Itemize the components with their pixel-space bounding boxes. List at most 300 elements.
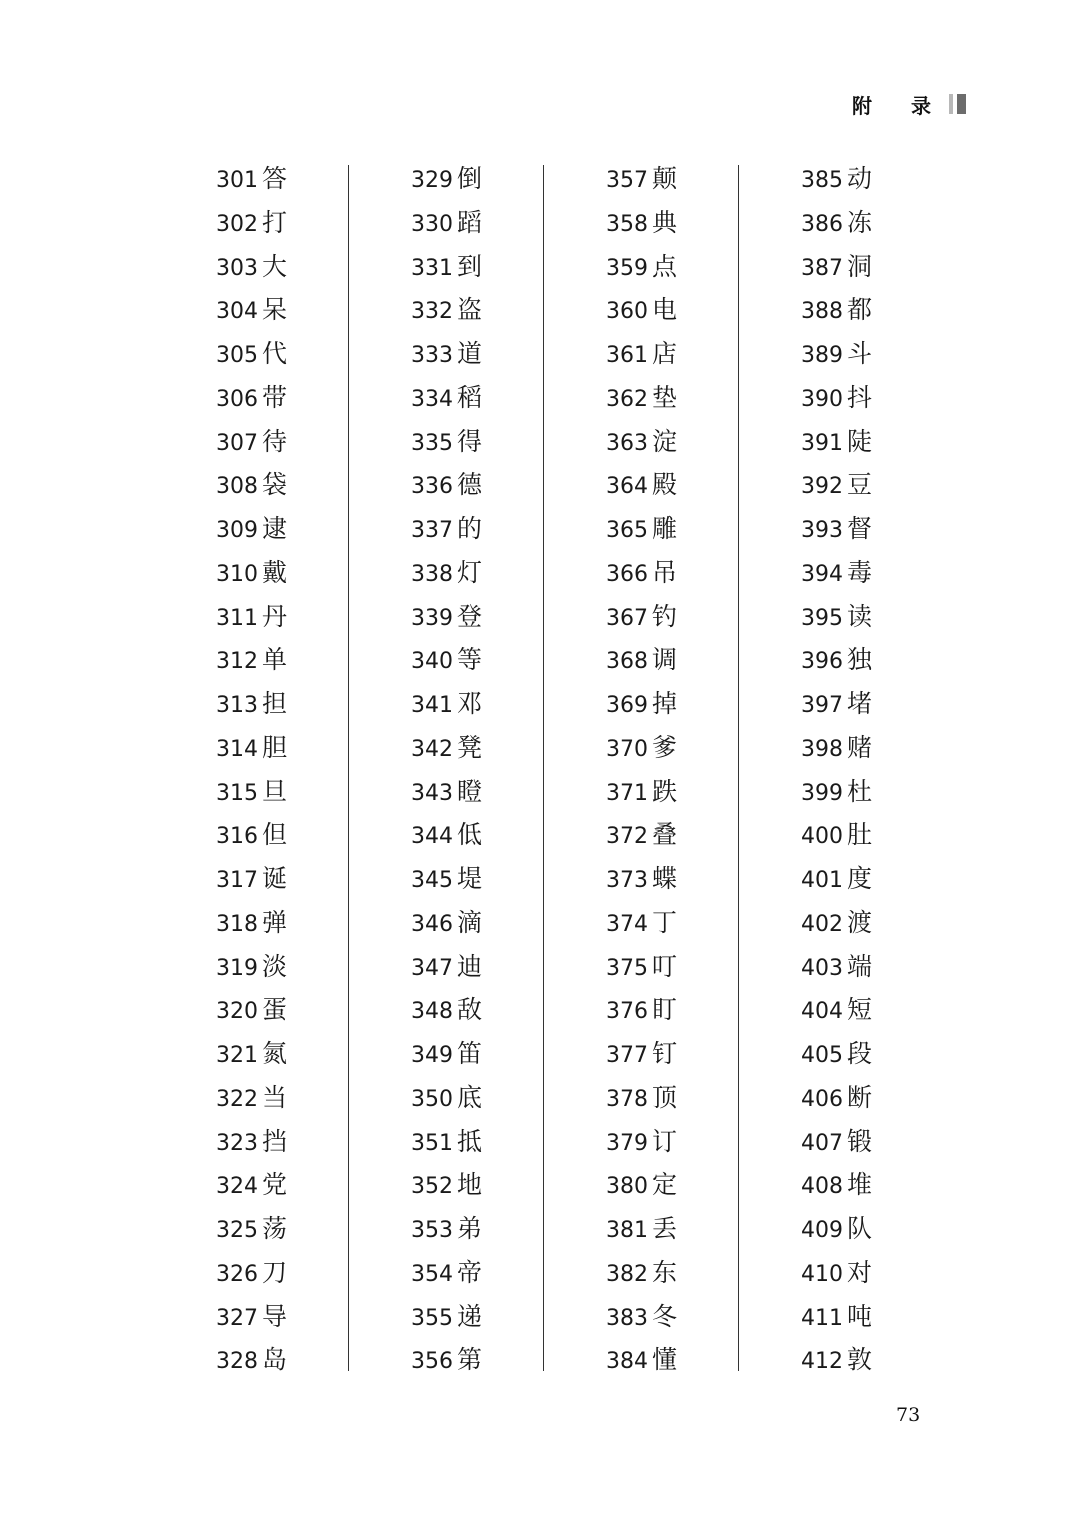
list-item (216, 201, 376, 245)
entry-number: 385 (801, 168, 843, 193)
entry-number: 316 (216, 824, 258, 850)
list-item (606, 1032, 766, 1076)
entry-character: 顶 (652, 1082, 678, 1112)
entry-number: 319 (216, 955, 258, 981)
entry-character: 典 (652, 207, 678, 237)
list-item (411, 1295, 571, 1339)
list-item (801, 726, 961, 770)
list-item (216, 1295, 376, 1339)
entry-number: 402 (801, 911, 843, 937)
entry-number: 396 (801, 649, 843, 675)
section-title: 附 录 (852, 93, 947, 118)
entry-number: 330 (411, 211, 453, 237)
list-item (606, 945, 766, 989)
entry-number: 320 (216, 999, 258, 1025)
entry-number: 379 (606, 1130, 648, 1156)
list-item (606, 682, 766, 726)
entry-number: 348 (411, 999, 453, 1025)
list-item (411, 813, 571, 857)
list-item (216, 945, 376, 989)
entry-number: 312 (216, 649, 258, 675)
list-item (801, 245, 961, 289)
list-item (411, 1120, 571, 1164)
list-item (801, 1207, 961, 1251)
list-item (606, 595, 766, 639)
entry-character: 答 (262, 164, 288, 193)
entry-number: 350 (411, 1086, 453, 1112)
entry-character: 堆 (847, 1170, 873, 1200)
entry-character: 当 (262, 1082, 288, 1112)
entry-character: 段 (847, 1039, 873, 1068)
entry-character: 旦 (262, 776, 288, 806)
entry-character: 丢 (652, 1214, 678, 1243)
entry-character: 跌 (652, 776, 678, 806)
list-item (606, 1120, 766, 1164)
entry-character: 店 (652, 339, 678, 368)
entry-character: 但 (262, 820, 288, 850)
entry-character: 呆 (262, 295, 288, 325)
entry-character: 豆 (847, 470, 873, 500)
list-item (216, 420, 376, 464)
list-item (216, 901, 376, 945)
list-item (801, 988, 961, 1032)
entry-character: 吊 (652, 557, 678, 587)
entry-number: 336 (411, 474, 453, 500)
entry-character: 肚 (847, 820, 873, 850)
entry-character: 堤 (457, 864, 483, 893)
list-item (411, 638, 571, 682)
list-item (411, 157, 571, 201)
entry-number: 390 (801, 386, 843, 412)
entry-character: 敦 (847, 1345, 873, 1375)
entry-number: 340 (411, 649, 453, 675)
entry-character: 端 (847, 951, 873, 981)
entry-number: 313 (216, 693, 258, 718)
entry-number: 329 (411, 168, 453, 193)
entry-character: 滴 (457, 907, 483, 937)
entry-character: 单 (262, 645, 288, 675)
list-item (216, 1120, 376, 1164)
list-item (216, 638, 376, 682)
entry-character: 队 (847, 1214, 873, 1243)
entry-number: 342 (411, 736, 453, 762)
entry-number: 332 (411, 299, 453, 325)
page-number: 73 (896, 1404, 921, 1426)
entry-character: 东 (652, 1257, 678, 1287)
entry-number: 410 (801, 1261, 843, 1287)
entry-character: 带 (262, 382, 288, 412)
entry-number: 412 (801, 1349, 843, 1375)
entry-number: 393 (801, 518, 843, 543)
entry-number: 309 (216, 518, 258, 543)
entry-character: 迪 (457, 951, 483, 981)
list-item (411, 988, 571, 1032)
entry-character: 懂 (652, 1345, 678, 1375)
entry-character: 地 (457, 1170, 483, 1200)
entry-number: 323 (216, 1130, 258, 1156)
list-item (216, 245, 376, 289)
list-item (801, 551, 961, 595)
list-item (801, 201, 961, 245)
entry-character: 锻 (847, 1126, 873, 1156)
entry-number: 310 (216, 561, 258, 587)
entry-character: 点 (652, 251, 678, 281)
list-item (216, 857, 376, 901)
list-item (216, 770, 376, 814)
list-item (216, 1207, 376, 1251)
entry-character: 代 (262, 339, 288, 368)
list-item (411, 945, 571, 989)
entry-character: 盯 (652, 995, 678, 1025)
entry-character: 电 (652, 295, 678, 325)
entry-character: 堵 (847, 689, 873, 718)
list-item (801, 1076, 961, 1120)
entry-number: 386 (801, 211, 843, 237)
entry-number: 406 (801, 1086, 843, 1112)
entry-number: 366 (606, 561, 648, 587)
list-item (216, 1032, 376, 1076)
entry-number: 371 (606, 780, 648, 806)
list-item (801, 332, 961, 376)
list-item (411, 1251, 571, 1295)
entry-number: 372 (606, 824, 648, 850)
entry-character: 氮 (262, 1039, 288, 1068)
list-item (801, 1295, 961, 1339)
entry-character: 到 (457, 251, 483, 281)
entry-number: 394 (801, 561, 843, 587)
entry-character: 凳 (457, 732, 483, 762)
entry-character: 杜 (847, 776, 873, 806)
entry-number: 368 (606, 649, 648, 675)
entry-character: 抖 (847, 382, 873, 412)
entry-number: 405 (801, 1043, 843, 1068)
entry-number: 301 (216, 168, 258, 193)
entry-character: 赌 (847, 732, 873, 762)
list-item (216, 551, 376, 595)
entry-character: 蝶 (652, 864, 678, 893)
list-item (216, 463, 376, 507)
entry-number: 398 (801, 736, 843, 762)
entry-number: 403 (801, 955, 843, 981)
entry-character: 洞 (847, 251, 873, 281)
entry-character: 读 (847, 601, 873, 631)
list-item (411, 376, 571, 420)
entry-number: 401 (801, 868, 843, 893)
entry-character: 陡 (847, 426, 873, 456)
list-item (411, 1163, 571, 1207)
entry-character: 冬 (652, 1301, 678, 1331)
list-item (411, 682, 571, 726)
list-item (411, 551, 571, 595)
list-item (801, 1338, 961, 1382)
list-item (606, 201, 766, 245)
entry-number: 306 (216, 386, 258, 412)
entry-number: 343 (411, 780, 453, 806)
column-4 (801, 157, 961, 1382)
entry-character: 大 (262, 251, 288, 281)
entry-number: 392 (801, 474, 843, 500)
entry-number: 321 (216, 1043, 258, 1068)
list-item (606, 770, 766, 814)
entry-character: 瞪 (457, 776, 483, 806)
entry-number: 400 (801, 824, 843, 850)
list-item (801, 157, 961, 201)
list-item (216, 1251, 376, 1295)
entry-character: 殿 (652, 470, 678, 500)
entry-number: 325 (216, 1218, 258, 1243)
list-item (801, 1251, 961, 1295)
entry-number: 387 (801, 255, 843, 281)
list-item (606, 463, 766, 507)
entry-character: 蹈 (457, 207, 483, 237)
entry-number: 359 (606, 255, 648, 281)
entry-character: 叮 (652, 951, 678, 981)
entry-number: 354 (411, 1261, 453, 1287)
entry-character: 独 (847, 645, 873, 675)
entry-character: 钉 (652, 1039, 678, 1068)
entry-number: 311 (216, 605, 258, 631)
list-item (606, 507, 766, 551)
entry-character: 戴 (262, 557, 288, 587)
entry-character: 对 (847, 1257, 873, 1287)
entry-character: 帝 (457, 1257, 483, 1287)
entry-character: 德 (457, 470, 483, 500)
entry-number: 397 (801, 693, 843, 718)
entry-number: 333 (411, 343, 453, 368)
entry-number: 337 (411, 518, 453, 543)
entry-number: 381 (606, 1218, 648, 1243)
entry-character: 叠 (652, 820, 678, 850)
list-item (216, 288, 376, 332)
list-item (216, 682, 376, 726)
entry-number: 367 (606, 605, 648, 631)
list-item (411, 1032, 571, 1076)
list-item (606, 245, 766, 289)
entry-number: 380 (606, 1174, 648, 1200)
list-item (216, 507, 376, 551)
entry-number: 370 (606, 736, 648, 762)
list-item (801, 595, 961, 639)
entry-character: 诞 (262, 864, 288, 893)
list-item (801, 770, 961, 814)
list-item (216, 157, 376, 201)
list-item (801, 288, 961, 332)
entry-character: 丹 (262, 601, 288, 631)
list-item (606, 376, 766, 420)
list-item (411, 245, 571, 289)
entry-character: 底 (457, 1082, 483, 1112)
entry-number: 346 (411, 911, 453, 937)
list-item (411, 288, 571, 332)
list-item (606, 157, 766, 201)
entry-number: 326 (216, 1261, 258, 1287)
list-item (801, 1032, 961, 1076)
list-item (216, 1163, 376, 1207)
entry-number: 349 (411, 1043, 453, 1068)
entry-character: 盗 (457, 295, 483, 325)
entry-character: 等 (457, 645, 483, 675)
entry-character: 敌 (457, 995, 483, 1025)
entry-character: 道 (457, 339, 483, 368)
list-item (216, 376, 376, 420)
entry-number: 388 (801, 299, 843, 325)
list-item (606, 420, 766, 464)
entry-number: 314 (216, 736, 258, 762)
entry-character: 垫 (652, 382, 678, 412)
list-item (801, 813, 961, 857)
entry-character: 邓 (457, 689, 483, 718)
entry-character: 丁 (652, 907, 678, 937)
list-item (801, 1120, 961, 1164)
list-item (411, 726, 571, 770)
entry-character: 弹 (262, 907, 288, 937)
entry-character: 岛 (262, 1345, 288, 1375)
entry-number: 363 (606, 430, 648, 456)
list-item (411, 463, 571, 507)
entry-number: 351 (411, 1130, 453, 1156)
entry-character: 短 (847, 995, 873, 1025)
column-divider (738, 165, 739, 1371)
list-item (606, 1207, 766, 1251)
entry-character: 督 (847, 514, 873, 543)
entry-character: 爹 (652, 732, 678, 762)
entry-number: 408 (801, 1174, 843, 1200)
entry-character: 挡 (262, 1126, 288, 1156)
list-item (801, 420, 961, 464)
list-item (216, 1076, 376, 1120)
entry-character: 打 (262, 207, 288, 237)
list-item (411, 420, 571, 464)
entry-character: 蛋 (262, 995, 288, 1025)
entry-number: 324 (216, 1174, 258, 1200)
list-item (411, 507, 571, 551)
entry-number: 378 (606, 1086, 648, 1112)
entry-number: 334 (411, 386, 453, 412)
list-item (216, 726, 376, 770)
entry-character: 动 (847, 164, 873, 193)
entry-number: 345 (411, 868, 453, 893)
column-2 (411, 157, 571, 1382)
character-table (200, 157, 940, 1374)
column-1 (216, 157, 376, 1382)
list-item (216, 988, 376, 1032)
entry-number: 352 (411, 1174, 453, 1200)
list-item (801, 507, 961, 551)
list-item (606, 551, 766, 595)
list-item (216, 595, 376, 639)
entry-number: 409 (801, 1218, 843, 1243)
entry-number: 375 (606, 955, 648, 981)
entry-number: 389 (801, 343, 843, 368)
entry-number: 355 (411, 1305, 453, 1331)
entry-character: 刀 (262, 1257, 288, 1287)
list-item (606, 857, 766, 901)
entry-number: 404 (801, 999, 843, 1025)
entry-number: 382 (606, 1261, 648, 1287)
list-item (411, 595, 571, 639)
list-item (801, 376, 961, 420)
entry-character: 雕 (652, 514, 678, 543)
list-item (606, 813, 766, 857)
header-decoration-bar-light (949, 94, 953, 114)
entry-character: 导 (262, 1301, 288, 1331)
entry-character: 钓 (652, 601, 678, 631)
entry-number: 302 (216, 211, 258, 237)
entry-character: 都 (847, 295, 873, 325)
entry-number: 377 (606, 1043, 648, 1068)
entry-character: 冻 (847, 207, 873, 237)
column-divider (543, 165, 544, 1371)
entry-number: 338 (411, 561, 453, 587)
entry-character: 弟 (457, 1214, 483, 1243)
entry-character: 递 (457, 1301, 483, 1331)
column-divider (348, 165, 349, 1371)
entry-character: 调 (652, 645, 678, 675)
list-item (411, 201, 571, 245)
list-item (606, 988, 766, 1032)
list-item (606, 901, 766, 945)
list-item (411, 332, 571, 376)
list-item (801, 463, 961, 507)
entry-number: 303 (216, 255, 258, 281)
column-3 (606, 157, 766, 1382)
list-item (411, 1338, 571, 1382)
entry-number: 360 (606, 299, 648, 325)
entry-character: 笛 (457, 1039, 483, 1068)
list-item (801, 638, 961, 682)
entry-number: 374 (606, 911, 648, 937)
list-item (411, 770, 571, 814)
entry-number: 308 (216, 474, 258, 500)
entry-character: 党 (262, 1170, 288, 1200)
entry-character: 荡 (262, 1214, 288, 1243)
entry-number: 369 (606, 693, 648, 718)
entry-number: 376 (606, 999, 648, 1025)
entry-number: 358 (606, 211, 648, 237)
entry-character: 第 (457, 1345, 483, 1375)
entry-number: 364 (606, 474, 648, 500)
entry-character: 斗 (847, 339, 873, 368)
entry-number: 328 (216, 1349, 258, 1375)
list-item (606, 638, 766, 682)
list-item (606, 1338, 766, 1382)
entry-character: 得 (457, 426, 483, 456)
list-item (801, 857, 961, 901)
entry-number: 356 (411, 1349, 453, 1375)
list-item (606, 288, 766, 332)
entry-character: 稻 (457, 382, 483, 412)
list-item (801, 901, 961, 945)
entry-character: 登 (457, 601, 483, 631)
entry-character: 颠 (652, 164, 678, 193)
entry-number: 318 (216, 911, 258, 937)
entry-character: 灯 (457, 557, 483, 587)
entry-character: 订 (652, 1126, 678, 1156)
entry-number: 327 (216, 1305, 258, 1331)
entry-number: 335 (411, 430, 453, 456)
entry-character: 掉 (652, 689, 678, 718)
entry-number: 339 (411, 605, 453, 631)
entry-number: 384 (606, 1349, 648, 1375)
list-item (606, 1076, 766, 1120)
entry-number: 391 (801, 430, 843, 456)
entry-character: 待 (262, 426, 288, 456)
list-item (216, 332, 376, 376)
list-item (411, 1207, 571, 1251)
list-item (411, 1076, 571, 1120)
entry-number: 317 (216, 868, 258, 893)
entry-character: 低 (457, 820, 483, 850)
